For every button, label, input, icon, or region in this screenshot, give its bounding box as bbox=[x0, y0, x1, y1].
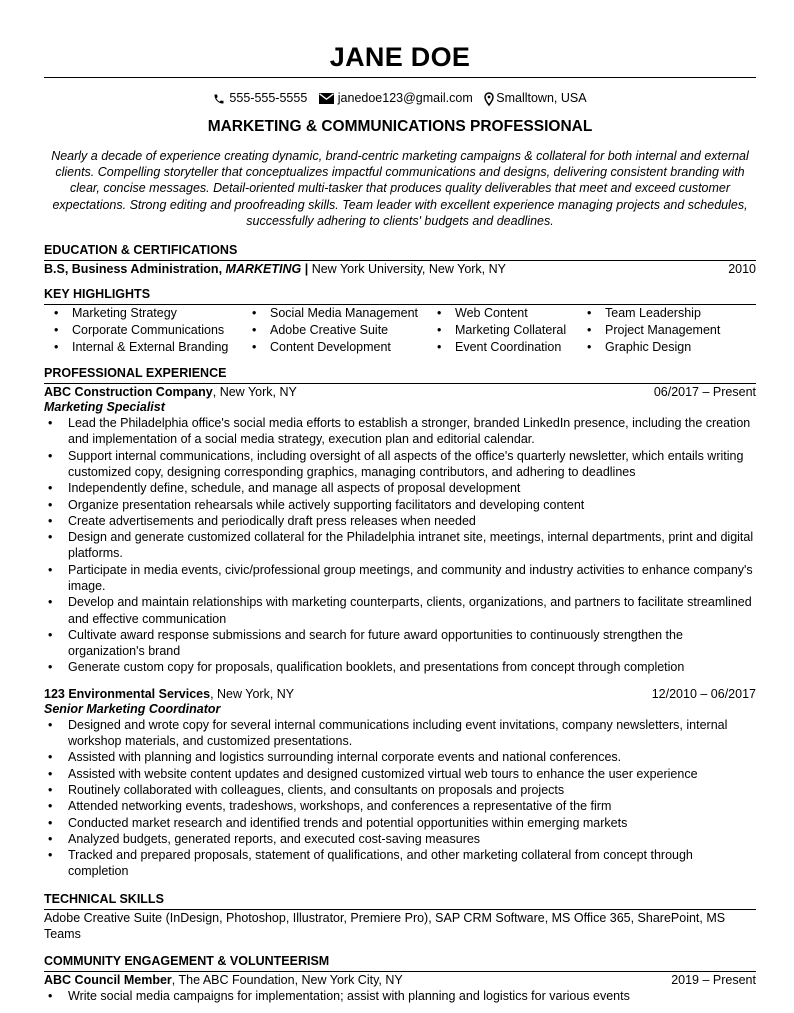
highlight-item: • Internal & External Branding bbox=[48, 339, 246, 356]
bullet-item: • Generate custom copy for proposals, qualification booklets, and presentations from concept through completion bbox=[44, 659, 756, 675]
bullet-item: • Develop and maintain relationships with marketing counterparts, clients, organizations, and partners to facilitate streamlined and effective communication bbox=[44, 594, 756, 627]
bullet-item: • Assisted with website content updates and designed customized virtual web tours to enhance the user experience bbox=[44, 766, 756, 782]
community-header bbox=[44, 972, 756, 988]
bullet-item: • Analyzed budgets, generated reports, and executed cost-saving measures bbox=[44, 831, 756, 847]
job-entry bbox=[44, 686, 756, 880]
company-location: , New York, NY bbox=[212, 385, 297, 400]
highlight-item: • Graphic Design bbox=[581, 339, 751, 356]
experience-title: PROFESSIONAL EXPERIENCE bbox=[44, 366, 227, 381]
highlights-grid bbox=[44, 305, 756, 356]
company-location: , New York, NY bbox=[210, 686, 295, 701]
job-title: Senior Marketing Coordinator bbox=[44, 701, 221, 716]
bullet-item: • Create advertisements and periodically draft press releases when needed bbox=[44, 513, 756, 529]
highlight-item: • Marketing Collateral bbox=[431, 322, 581, 339]
community-dates: 2019 – Present bbox=[671, 972, 756, 987]
education-row bbox=[44, 261, 756, 277]
highlights-title: KEY HIGHLIGHTS bbox=[44, 287, 151, 302]
map-pin-icon bbox=[484, 92, 494, 106]
company-name: ABC Construction Company bbox=[44, 385, 213, 400]
header-rule bbox=[44, 77, 756, 78]
skills-text: Adobe Creative Suite (InDesign, Photoshop, Illustrator, Premiere Pro), SAP CRM Software, MS Office 365, SharePoint, MS Teams bbox=[44, 910, 726, 941]
bullet-item: • Participate in media events, civic/professional group meetings, and community and industry activities to enhance company's image. bbox=[44, 562, 756, 595]
location: Smalltown, USA bbox=[496, 91, 587, 105]
highlight-item: • Web Content bbox=[431, 305, 581, 322]
bullet-item: • Attended networking events, tradeshows, workshops, and conferences a representative of the firm bbox=[44, 798, 756, 814]
bullet-item: • Tracked and prepared proposals, statement of qualifications, and other marketing collateral from concept through completion bbox=[44, 847, 756, 880]
job-bullets bbox=[44, 415, 756, 676]
degree: B.S, Business Administration, bbox=[44, 262, 223, 277]
phone-icon bbox=[213, 93, 225, 105]
community-bullets bbox=[44, 988, 756, 1004]
education-title: EDUCATION & CERTIFICATIONS bbox=[44, 243, 238, 258]
job-dates: 06/2017 – Present bbox=[653, 385, 756, 400]
highlights-section bbox=[44, 287, 756, 356]
highlight-item: • Team Leadership bbox=[581, 305, 751, 322]
major: MARKETING bbox=[225, 262, 302, 277]
job-dates: 12/2010 – 06/2017 bbox=[651, 686, 756, 701]
highlights-column bbox=[581, 305, 751, 356]
contact-line bbox=[44, 90, 756, 106]
highlight-item: • Project Management bbox=[581, 322, 751, 339]
community-role: ABC Council Member bbox=[44, 972, 172, 987]
bullet-item: • Design and generate customized collateral for the Philadelphia intranet site, meetings, internal departments, print and digital platforms. bbox=[44, 529, 756, 562]
highlight-item: • Content Development bbox=[246, 339, 431, 356]
bullet-item: • Conducted market research and identified trends and potential opportunities within emerging markets bbox=[44, 815, 756, 831]
highlights-column bbox=[431, 305, 581, 356]
skills-title: TECHNICAL SKILLS bbox=[44, 891, 164, 906]
bullet-item: • Organize presentation rehearsals while actively supporting facilitators and developing content bbox=[44, 497, 756, 513]
summary-paragraph: Nearly a decade of experience creating dynamic, brand-centric marketing campaigns & collateral for both internal and external clients. Compelling storyteller that conceptualizes impactful communications and designs, delivering consistent branding with clear, concise messages. Detail-oriented multi-tasker that produces quality deliverables that meet and exceed customer expectations. Strong editing and proofreading skills. Team leader with excellent experience managing projects and schedules, successfully adhering to clients' budgets and deadlines. bbox=[51, 149, 749, 228]
highlight-item: • Social Media Management bbox=[246, 305, 431, 322]
job-header bbox=[44, 686, 756, 702]
highlight-item: • Adobe Creative Suite bbox=[246, 322, 431, 339]
envelope-icon bbox=[319, 93, 334, 104]
highlight-item: • Marketing Strategy bbox=[48, 305, 246, 322]
community-org: , The ABC Foundation, New York City, NY bbox=[171, 972, 403, 987]
bullet-item: • Write social media campaigns for implementation; assist with planning and logistics for various events bbox=[44, 988, 756, 1004]
skills-section bbox=[44, 892, 756, 942]
bullet-item: • Designed and wrote copy for several internal communications including event invitations, company newsletters, internal workshop materials, and customized presentations. bbox=[44, 717, 756, 750]
bullet-item: • Routinely collaborated with colleagues, clients, and consultants on proposals and projects bbox=[44, 782, 756, 798]
resume-page bbox=[44, 0, 756, 1004]
candidate-name: JANE DOE bbox=[329, 42, 471, 72]
job-bullets bbox=[44, 717, 756, 880]
bullet-item: • Assisted with planning and logistics surrounding internal corporate events and national conferences. bbox=[44, 749, 756, 765]
bullet-item: • Lead the Philadelphia office's social media efforts to establish a stronger, branded LinkedIn presence, including the creation and implementation of a social media strategy, execution plan and editorial calendar. bbox=[44, 415, 756, 448]
email-address: janedoe123@gmail.com bbox=[337, 91, 473, 105]
separator: | bbox=[304, 262, 309, 277]
phone-number: 555-555-5555 bbox=[229, 91, 308, 105]
highlight-item: • Corporate Communications bbox=[48, 322, 246, 339]
community-title: COMMUNITY ENGAGEMENT & VOLUNTEERISM bbox=[44, 953, 330, 968]
company-name: 123 Environmental Services bbox=[44, 686, 211, 701]
bullet-item: • Independently define, schedule, and manage all aspects of proposal development bbox=[44, 480, 756, 496]
bullet-item: • Support internal communications, including oversight of all aspects of the office's quarterly newsletter, which entails writing customized copy, designing corresponding graphics, managing contributors, and adhering to deadlines bbox=[44, 448, 756, 481]
highlights-column bbox=[246, 305, 431, 356]
bullet-item: • Cultivate award response submissions and search for future award opportunities to continuously strengthen the organization's brand bbox=[44, 627, 756, 660]
community-section bbox=[44, 954, 756, 1004]
education-section bbox=[44, 243, 756, 277]
experience-section bbox=[44, 366, 756, 880]
job-header bbox=[44, 384, 756, 400]
job-title: Marketing Specialist bbox=[44, 400, 165, 415]
school: New York University, New York, NY bbox=[311, 262, 506, 277]
graduation-year: 2010 bbox=[728, 262, 756, 277]
highlight-item: • Event Coordination bbox=[431, 339, 581, 356]
professional-headline: MARKETING & COMMUNICATIONS PROFESSIONAL bbox=[207, 118, 593, 135]
highlights-column bbox=[48, 305, 246, 356]
job-entry bbox=[44, 384, 756, 676]
